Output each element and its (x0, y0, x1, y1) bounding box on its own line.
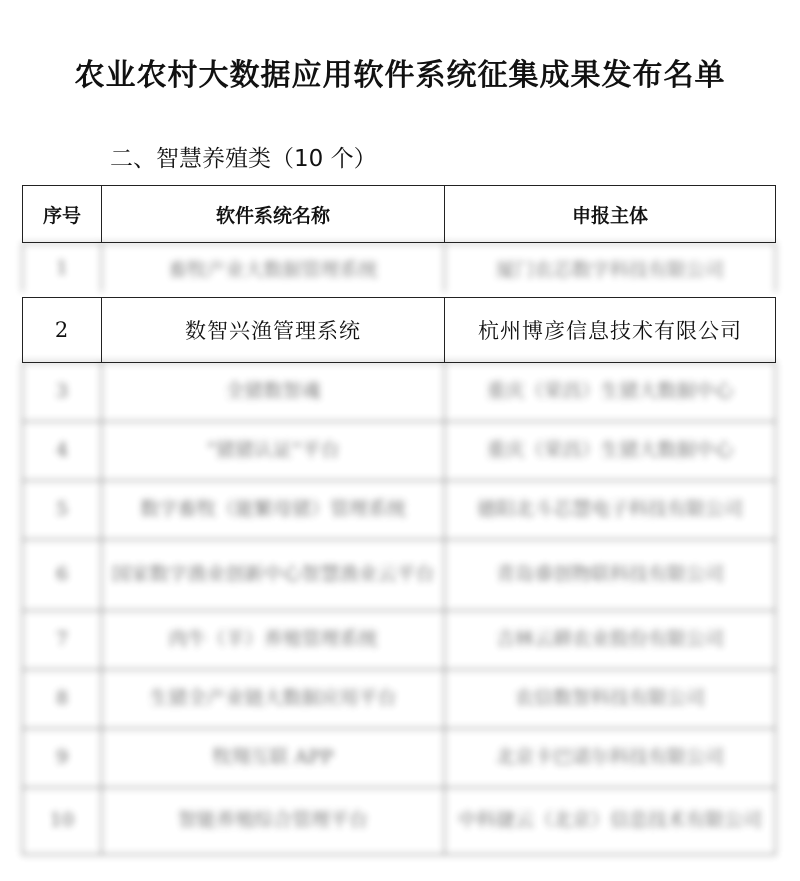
row-software-name: 牧翔互联 APP (102, 729, 445, 788)
row-software-name: 国家数字渔业创新中心智慧渔业云平台 (102, 540, 445, 611)
table-row (23, 481, 776, 540)
row-number: 8 (23, 670, 102, 729)
row-software-name: 生猪全产业链大数据应用平台 (102, 670, 445, 729)
row-applicant: 厦门农芯数字科技有限公司 (445, 244, 776, 293)
table-row (23, 729, 776, 788)
table-row (23, 422, 776, 481)
row-applicant: 重庆（荣昌）生猪大数据中心 (445, 363, 776, 422)
document-title: 农业农村大数据应用软件系统征集成果发布名单 (74, 58, 726, 93)
row-software-name: 畜牧产业大数据管理系统 (102, 244, 445, 293)
row-applicant: 北京卡巴诺尔科技有限公司 (445, 729, 776, 788)
row-applicant: 农信数智科技有限公司 (445, 670, 776, 729)
table-row (23, 363, 776, 422)
table-row (23, 244, 776, 293)
row-software-name: 数智兴渔管理系统 (102, 298, 445, 363)
row-applicant: 德阳北斗芯慧电子科技有限公司 (445, 481, 776, 540)
table-header-row (23, 186, 776, 243)
row-software-name: “猪猪认证”平台 (102, 422, 445, 481)
row-software-name: 肉牛（羊）养殖管理系统 (102, 611, 445, 670)
blurred-row-1 (22, 243, 776, 292)
row-number: 3 (23, 363, 102, 422)
row-number: 2 (23, 298, 102, 363)
row-software-name: 智能养殖综合管理平台 (102, 788, 445, 855)
row-number: 1 (23, 244, 102, 293)
header-software-name: 软件系统名称 (102, 186, 445, 243)
table-row (23, 670, 776, 729)
table-row (23, 298, 776, 363)
table-row (23, 540, 776, 611)
header-applicant: 申报主体 (445, 186, 776, 243)
row-applicant: 杭州博彦信息技术有限公司 (445, 298, 776, 363)
row-number: 7 (23, 611, 102, 670)
table-row (23, 788, 776, 855)
row-number: 6 (23, 540, 102, 611)
blurred-rows (22, 362, 776, 855)
visible-row-2 (22, 297, 776, 363)
row-applicant: 重庆（荣昌）生猪大数据中心 (445, 422, 776, 481)
row-number: 9 (23, 729, 102, 788)
row-applicant: 中科捷云（北京）信息技术有限公司 (445, 788, 776, 855)
row-software-name: 全猪数智魂 (102, 363, 445, 422)
section-heading: 二、智慧养殖类（10 个） (110, 146, 377, 172)
row-number: 4 (23, 422, 102, 481)
header-serial-number: 序号 (23, 186, 102, 243)
row-software-name: 数字畜牧（能繁母猪）管理系统 (102, 481, 445, 540)
row-applicant: 青岛睿创物联科技有限公司 (445, 540, 776, 611)
row-number: 10 (23, 788, 102, 855)
row-applicant: 吉林云耕农业股份有限公司 (445, 611, 776, 670)
row-number: 5 (23, 481, 102, 540)
table-row (23, 611, 776, 670)
table-header (22, 185, 776, 243)
